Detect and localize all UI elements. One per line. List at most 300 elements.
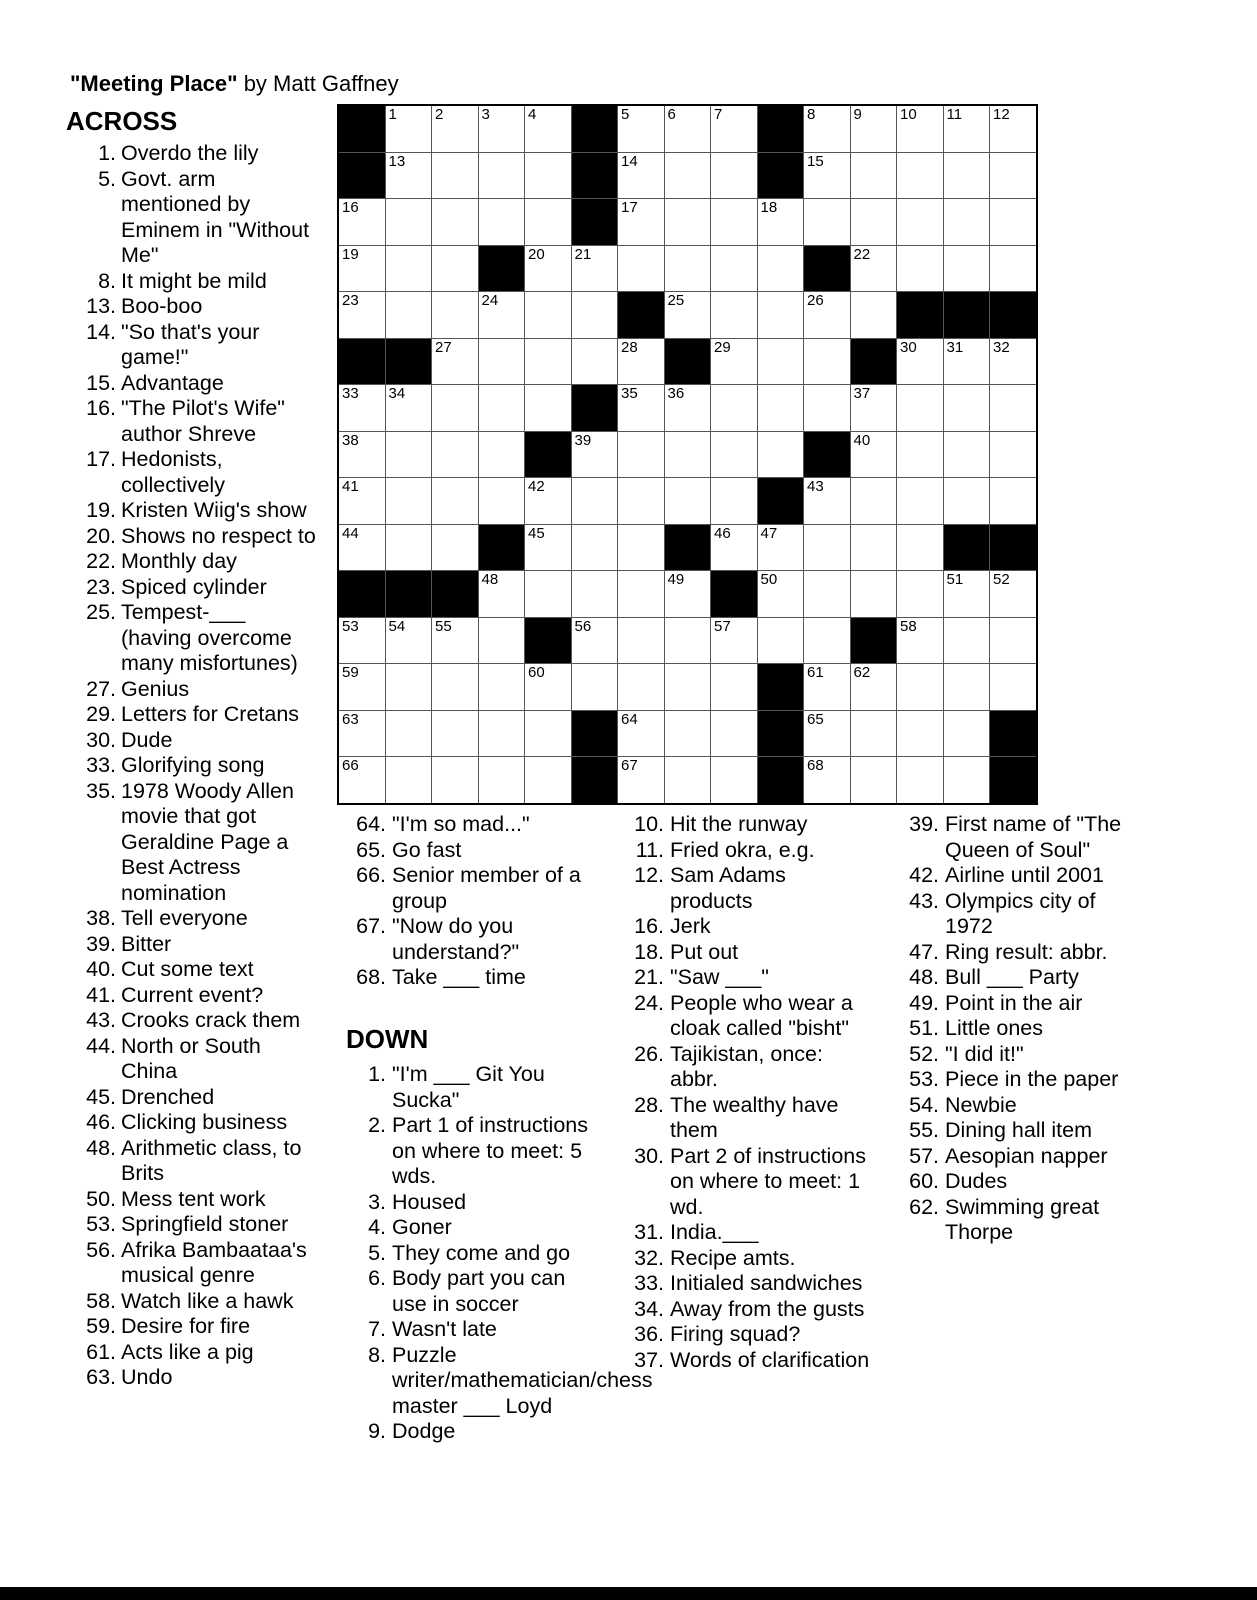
square-number: 27 (435, 338, 452, 356)
clue-number: 37. (634, 1347, 664, 1372)
black-square (432, 571, 478, 617)
grid-square[interactable] (990, 432, 1036, 478)
grid-square[interactable] (990, 106, 1036, 152)
grid-square[interactable] (990, 385, 1036, 431)
black-square (758, 757, 804, 803)
square-number: 39 (574, 431, 592, 449)
grid-square[interactable] (711, 339, 757, 385)
grid-square[interactable] (339, 711, 385, 757)
grid-square[interactable] (851, 478, 897, 524)
clue-item (352, 838, 612, 864)
clue-text: Glorifying song (121, 753, 265, 777)
grid-square[interactable] (386, 478, 432, 524)
black-square (990, 292, 1036, 338)
grid-square[interactable] (479, 339, 525, 385)
clue-text: Jerk (670, 914, 711, 938)
clue-item (630, 1220, 880, 1246)
clue-text: Hit the runway (670, 812, 808, 836)
grid-square[interactable] (339, 618, 385, 664)
grid-square[interactable] (479, 292, 525, 338)
grid-square[interactable] (339, 757, 385, 803)
clue-item (78, 906, 328, 932)
grid-square[interactable] (990, 618, 1036, 664)
grid-square[interactable] (432, 525, 478, 571)
square-number: 29 (714, 338, 731, 356)
grid-square[interactable] (897, 339, 943, 385)
grid-square[interactable] (386, 757, 432, 803)
square-number: 45 (528, 524, 545, 542)
across-continued-clue-list (352, 812, 612, 991)
grid-square[interactable] (479, 153, 525, 199)
grid-square[interactable] (897, 199, 943, 245)
grid-square[interactable] (665, 478, 711, 524)
clue-text: Initialed sandwiches (670, 1271, 863, 1295)
grid-square[interactable] (851, 292, 897, 338)
grid-square[interactable] (944, 385, 990, 431)
grid-square[interactable] (804, 339, 850, 385)
clue-number: 60. (909, 1169, 939, 1193)
grid-square[interactable] (665, 618, 711, 664)
square-number: 6 (667, 106, 676, 123)
clue-text: Desire for fire (121, 1314, 251, 1338)
square-number: 47 (760, 524, 778, 542)
clue-item (352, 965, 612, 991)
clue-text: Housed (392, 1189, 467, 1214)
grid-square[interactable] (851, 525, 897, 571)
grid-square[interactable] (711, 106, 757, 152)
square-number: 25 (667, 292, 685, 309)
grid-square[interactable] (432, 292, 478, 338)
grid-square[interactable] (711, 385, 757, 431)
grid-square[interactable] (851, 711, 897, 757)
black-square (572, 153, 618, 199)
clue-text: Govt. arm mentioned by Eminem in "Without Me" (121, 166, 310, 267)
grid-square[interactable] (804, 618, 850, 664)
grid-square[interactable] (758, 571, 804, 617)
grid-square[interactable] (572, 478, 618, 524)
black-square (804, 246, 850, 292)
grid-square[interactable] (386, 385, 432, 431)
clue-item (78, 575, 328, 601)
clue-text: Senior member of a group (392, 863, 581, 913)
grid-square[interactable] (758, 246, 804, 292)
grid-square[interactable] (525, 664, 571, 710)
grid-square[interactable] (479, 618, 525, 664)
black-square (665, 525, 711, 571)
clue-number: 56. (86, 1237, 116, 1262)
grid-square[interactable] (525, 199, 571, 245)
grid-square[interactable] (572, 246, 618, 292)
grid-square[interactable] (990, 664, 1036, 710)
grid-square[interactable] (897, 432, 943, 478)
grid-square[interactable] (479, 711, 525, 757)
grid-square[interactable] (479, 757, 525, 803)
grid-square[interactable] (944, 711, 990, 757)
clue-number: 59. (86, 1314, 116, 1338)
grid-square[interactable] (432, 664, 478, 710)
clue-text: "So that's your game!" (121, 319, 260, 369)
grid-square[interactable] (525, 246, 571, 292)
grid-square[interactable] (758, 618, 804, 664)
clue-text: First name of "The Queen of Soul" (945, 812, 1122, 862)
clue-item (905, 1016, 1165, 1042)
black-square (339, 106, 385, 152)
grid-square[interactable] (990, 246, 1036, 292)
black-square (897, 292, 943, 338)
clue-item (905, 1144, 1165, 1170)
grid-square[interactable] (851, 571, 897, 617)
grid-square[interactable] (804, 478, 850, 524)
grid-square[interactable] (804, 571, 850, 617)
black-square (572, 106, 618, 152)
grid-square[interactable] (897, 525, 943, 571)
grid-square[interactable] (525, 292, 571, 338)
grid-square[interactable] (386, 153, 432, 199)
grid-square[interactable] (711, 478, 757, 524)
grid-square[interactable] (479, 571, 525, 617)
clue-item (78, 1212, 328, 1238)
clue-text: Watch like a hawk (121, 1288, 294, 1313)
clue-text: Go fast (392, 837, 462, 862)
grid-square[interactable] (990, 339, 1036, 385)
grid-square[interactable] (386, 664, 432, 710)
grid-square[interactable] (572, 571, 618, 617)
grid-square[interactable] (618, 199, 664, 245)
clue-text: "I'm so mad..." (392, 812, 530, 836)
clue-number: 38. (86, 906, 116, 930)
grid-square[interactable] (990, 571, 1036, 617)
grid-square[interactable] (618, 618, 664, 664)
grid-square[interactable] (758, 432, 804, 478)
grid-square[interactable] (665, 571, 711, 617)
grid-square[interactable] (851, 106, 897, 152)
clue-text: Undo (121, 1365, 173, 1389)
square-number: 59 (342, 664, 359, 681)
grid-square[interactable] (525, 339, 571, 385)
grid-square[interactable] (665, 757, 711, 803)
black-square (339, 571, 385, 617)
clue-number: 18. (634, 939, 664, 964)
grid-square[interactable] (990, 153, 1036, 199)
grid-square[interactable] (851, 664, 897, 710)
grid-square[interactable] (432, 199, 478, 245)
clue-number: 25. (86, 600, 116, 624)
grid-square[interactable] (479, 385, 525, 431)
black-square (618, 292, 664, 338)
clue-item (352, 863, 612, 914)
clue-text: It might be mild (121, 268, 267, 293)
clue-item (78, 167, 328, 269)
grid-square[interactable] (711, 525, 757, 571)
across-clue-list (78, 141, 328, 1391)
grid-square[interactable] (339, 664, 385, 710)
grid-square[interactable] (665, 153, 711, 199)
clue-text: Away from the gusts (670, 1296, 865, 1321)
bottom-bar (0, 1587, 1257, 1600)
grid-square[interactable] (944, 432, 990, 478)
grid-square[interactable] (944, 246, 990, 292)
grid-square[interactable] (572, 664, 618, 710)
grid-square[interactable] (804, 199, 850, 245)
grid-square[interactable] (804, 711, 850, 757)
grid-square[interactable] (758, 199, 804, 245)
grid-square[interactable] (897, 153, 943, 199)
grid-square[interactable] (432, 106, 478, 152)
grid-square[interactable] (944, 106, 990, 152)
grid-square[interactable] (804, 385, 850, 431)
grid-square[interactable] (339, 432, 385, 478)
grid-square[interactable] (432, 711, 478, 757)
grid-square[interactable] (525, 757, 571, 803)
grid-square[interactable] (479, 478, 525, 524)
grid-square[interactable] (432, 618, 478, 664)
grid-square[interactable] (572, 618, 618, 664)
grid-square[interactable] (665, 664, 711, 710)
clue-text: Drenched (121, 1084, 215, 1109)
grid-square[interactable] (339, 292, 385, 338)
grid-square[interactable] (851, 757, 897, 803)
grid-square[interactable] (618, 757, 664, 803)
clue-text: "The Pilot's Wife" author Shreve (121, 396, 285, 446)
grid-square[interactable] (432, 339, 478, 385)
clue-text: Shows no respect to (121, 523, 316, 548)
grid-square[interactable] (432, 385, 478, 431)
black-square (572, 385, 618, 431)
black-square (758, 664, 804, 710)
grid-square[interactable] (851, 246, 897, 292)
grid-square[interactable] (897, 571, 943, 617)
grid-square[interactable] (711, 246, 757, 292)
clue-number: 1. (368, 1062, 386, 1087)
clue-item (78, 677, 328, 703)
square-number: 46 (714, 524, 731, 542)
grid-square[interactable] (618, 711, 664, 757)
clue-number: 14. (86, 319, 116, 344)
clue-item (78, 1314, 328, 1340)
clue-item (630, 1348, 880, 1374)
grid-square[interactable] (479, 664, 525, 710)
page-title (70, 71, 399, 97)
grid-square[interactable] (758, 292, 804, 338)
grid-square[interactable] (618, 385, 664, 431)
grid-square[interactable] (665, 199, 711, 245)
grid-square[interactable] (804, 664, 850, 710)
grid-square[interactable] (665, 432, 711, 478)
clue-item (630, 812, 880, 838)
grid-square[interactable] (525, 153, 571, 199)
grid-square[interactable] (665, 292, 711, 338)
square-number: 66 (342, 757, 359, 774)
clue-number: 9. (368, 1419, 386, 1444)
clue-text: Piece in the paper (945, 1067, 1119, 1091)
clue-number: 24. (634, 990, 664, 1015)
clue-number: 48. (909, 965, 939, 989)
grid-square[interactable] (432, 757, 478, 803)
grid-square[interactable] (897, 711, 943, 757)
grid-square[interactable] (618, 478, 664, 524)
clue-item (352, 1419, 612, 1445)
grid-square[interactable] (339, 478, 385, 524)
grid-square[interactable] (665, 711, 711, 757)
square-number: 49 (667, 571, 685, 588)
grid-square[interactable] (618, 339, 664, 385)
grid-square[interactable] (618, 432, 664, 478)
grid-square[interactable] (479, 199, 525, 245)
grid-square[interactable] (944, 339, 990, 385)
square-number: 15 (807, 152, 824, 170)
grid-square[interactable] (386, 199, 432, 245)
grid-square[interactable] (758, 385, 804, 431)
clue-number: 52. (909, 1041, 939, 1066)
grid-square[interactable] (618, 153, 664, 199)
grid-square[interactable] (944, 757, 990, 803)
grid-square[interactable] (897, 664, 943, 710)
grid-square[interactable] (897, 618, 943, 664)
grid-square[interactable] (711, 618, 757, 664)
grid-square[interactable] (944, 478, 990, 524)
grid-square[interactable] (479, 106, 525, 152)
grid-square[interactable] (525, 106, 571, 152)
grid-square[interactable] (665, 385, 711, 431)
grid-square[interactable] (572, 525, 618, 571)
black-square (572, 757, 618, 803)
square-number: 35 (621, 385, 638, 402)
clue-item (630, 863, 880, 914)
grid-square[interactable] (618, 106, 664, 152)
square-number: 23 (342, 292, 359, 309)
grid-square[interactable] (897, 757, 943, 803)
grid-square[interactable] (525, 571, 571, 617)
grid-square[interactable] (386, 246, 432, 292)
grid-square[interactable] (386, 711, 432, 757)
grid-square[interactable] (804, 757, 850, 803)
grid-square[interactable] (711, 757, 757, 803)
grid-square[interactable] (804, 525, 850, 571)
square-number: 44 (342, 524, 359, 542)
square-number: 13 (388, 152, 406, 170)
grid-square[interactable] (386, 432, 432, 478)
clue-text: Tajikistan, once: abbr. (670, 1041, 823, 1091)
grid-square[interactable] (386, 292, 432, 338)
grid-square[interactable] (944, 664, 990, 710)
square-number: 24 (481, 292, 499, 309)
clue-text: Advantage (121, 370, 224, 395)
grid-square[interactable] (479, 432, 525, 478)
grid-square[interactable] (804, 106, 850, 152)
black-square (758, 106, 804, 152)
grid-square[interactable] (618, 571, 664, 617)
square-number: 33 (342, 385, 359, 402)
grid-square[interactable] (851, 153, 897, 199)
square-number: 40 (853, 431, 871, 449)
grid-square[interactable] (618, 525, 664, 571)
grid-square[interactable] (525, 525, 571, 571)
clue-number: 43. (86, 1008, 116, 1032)
clue-number: 35. (86, 778, 116, 803)
grid-square[interactable] (665, 246, 711, 292)
grid-square[interactable] (758, 339, 804, 385)
grid-square[interactable] (944, 199, 990, 245)
grid-square[interactable] (758, 525, 804, 571)
grid-square[interactable] (851, 385, 897, 431)
black-square (758, 153, 804, 199)
grid-square[interactable] (711, 153, 757, 199)
grid-square[interactable] (572, 292, 618, 338)
clue-text: Point in the air (945, 990, 1083, 1015)
square-number: 22 (853, 245, 871, 263)
grid-square[interactable] (990, 199, 1036, 245)
clue-number: 33. (86, 753, 116, 777)
grid-square[interactable] (944, 153, 990, 199)
grid-square[interactable] (525, 711, 571, 757)
grid-square[interactable] (339, 385, 385, 431)
clue-item (905, 965, 1165, 991)
grid-square[interactable] (339, 199, 385, 245)
clue-item (352, 1317, 612, 1343)
grid-square[interactable] (990, 478, 1036, 524)
grid-square[interactable] (432, 246, 478, 292)
grid-square[interactable] (572, 432, 618, 478)
clue-text: North or South China (121, 1033, 261, 1083)
grid-square[interactable] (618, 246, 664, 292)
square-number: 38 (342, 431, 359, 449)
grid-square[interactable] (897, 478, 943, 524)
grid-square[interactable] (386, 106, 432, 152)
grid-square[interactable] (711, 711, 757, 757)
clue-number: 8. (98, 268, 116, 293)
clue-item (78, 141, 328, 167)
clue-text: Puzzle writer/mathematician/chess master ___ Loyd (392, 1342, 653, 1418)
grid-square[interactable] (339, 525, 385, 571)
grid-square[interactable] (711, 292, 757, 338)
grid-square[interactable] (432, 478, 478, 524)
grid-square[interactable] (618, 664, 664, 710)
grid-square[interactable] (804, 153, 850, 199)
grid-square[interactable] (804, 292, 850, 338)
clue-item (905, 991, 1165, 1017)
square-number: 36 (667, 385, 685, 402)
square-number: 55 (435, 617, 452, 635)
grid-square[interactable] (897, 106, 943, 152)
grid-square[interactable] (851, 199, 897, 245)
grid-square[interactable] (572, 339, 618, 385)
grid-square[interactable] (525, 385, 571, 431)
grid-square[interactable] (897, 385, 943, 431)
grid-square[interactable] (432, 153, 478, 199)
grid-square[interactable] (525, 478, 571, 524)
grid-square[interactable] (665, 106, 711, 152)
grid-square[interactable] (386, 618, 432, 664)
grid-square[interactable] (432, 432, 478, 478)
clue-number: 12. (634, 863, 664, 887)
grid-square[interactable] (711, 664, 757, 710)
grid-square[interactable] (386, 525, 432, 571)
black-square (990, 711, 1036, 757)
clue-item (630, 1042, 880, 1093)
clue-item (630, 991, 880, 1042)
clue-item (78, 1136, 328, 1187)
grid-square[interactable] (339, 246, 385, 292)
grid-square[interactable] (851, 432, 897, 478)
clue-text: Ring result: abbr. (945, 939, 1108, 964)
clue-item (352, 1241, 612, 1267)
grid-square[interactable] (944, 571, 990, 617)
grid-square[interactable] (897, 246, 943, 292)
grid-square[interactable] (944, 618, 990, 664)
grid-square[interactable] (711, 432, 757, 478)
clue-text: Current event? (121, 982, 264, 1007)
grid-square[interactable] (711, 199, 757, 245)
